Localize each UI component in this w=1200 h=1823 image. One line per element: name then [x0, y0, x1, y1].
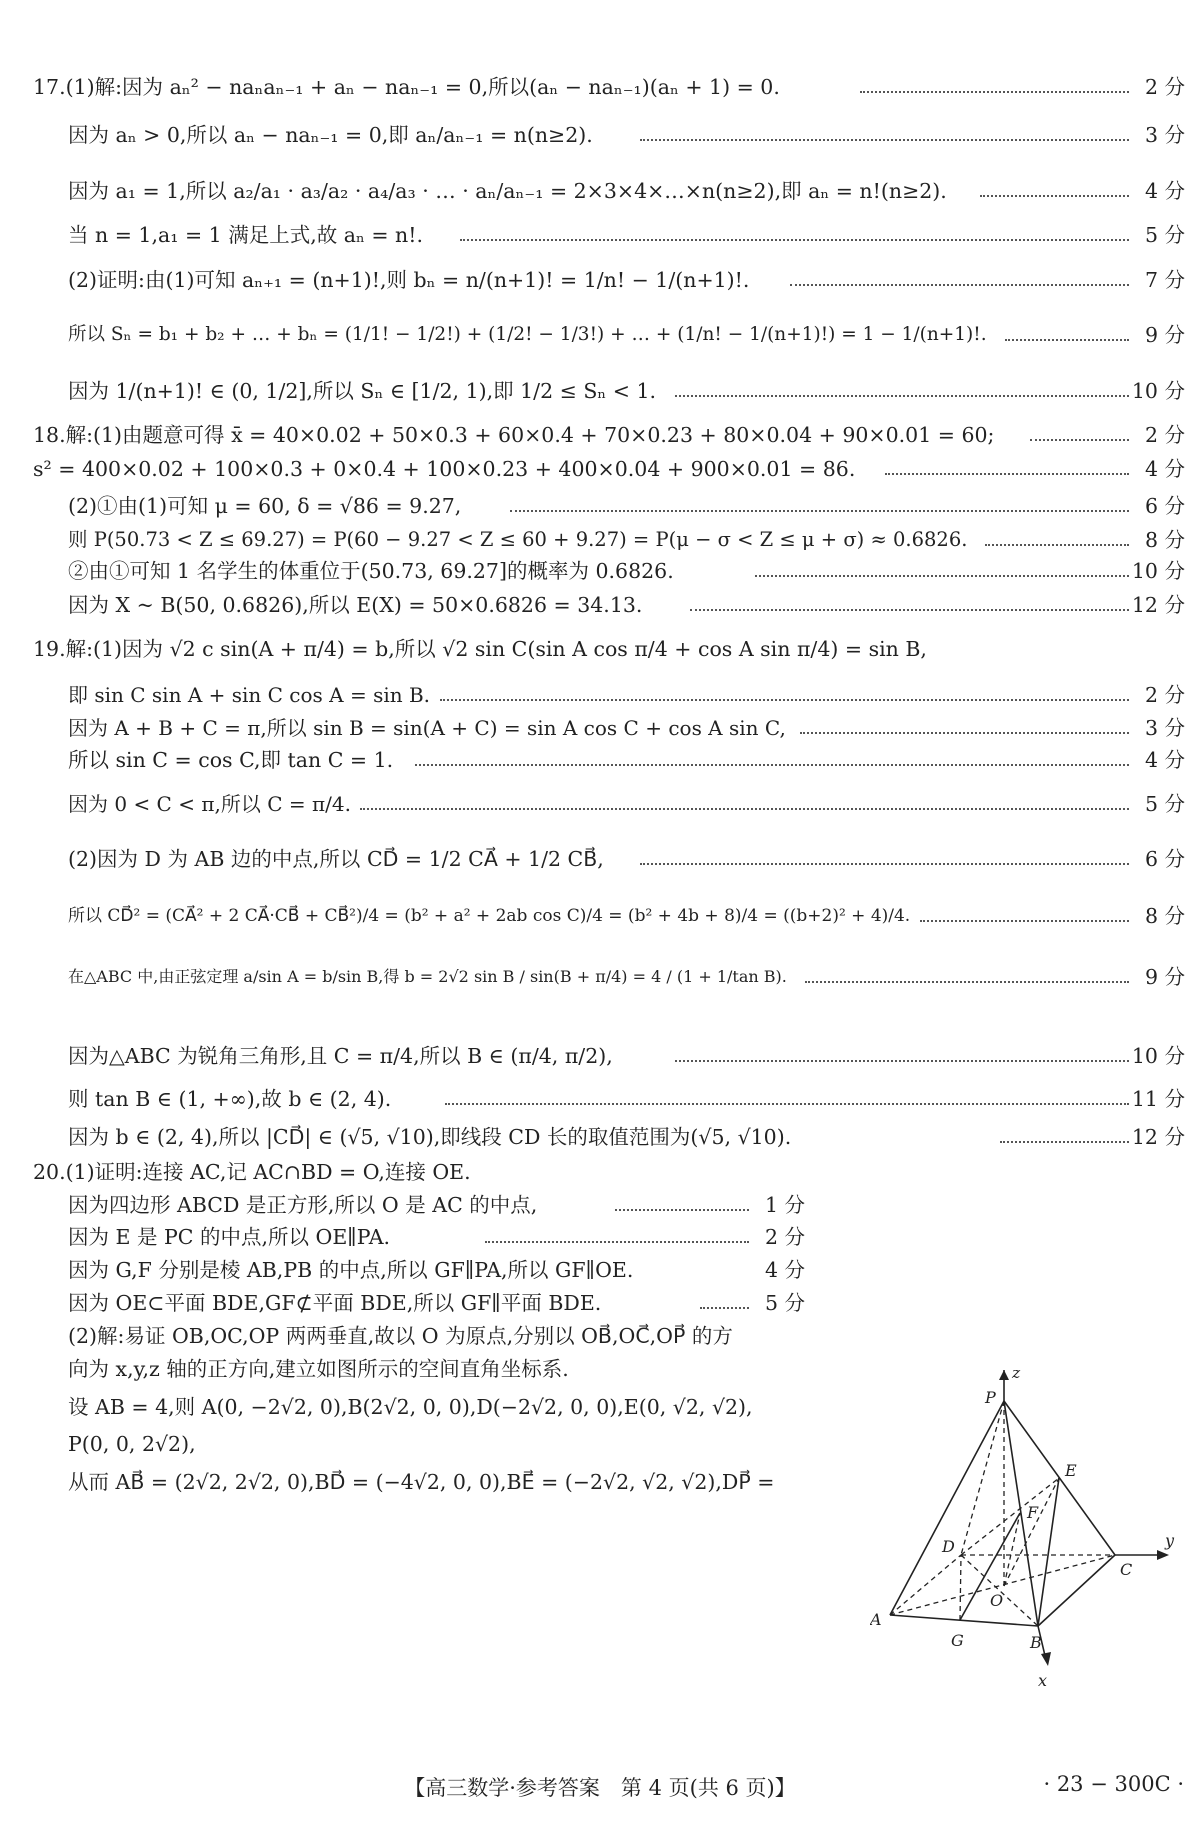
dot-leader: [440, 699, 1129, 701]
score-mark: 10 分: [1131, 1044, 1185, 1068]
dot-leader: [675, 1060, 1129, 1062]
answer-line: 则 tan B ∈ (1, +∞),故 b ∈ (2, 4).: [68, 1087, 392, 1111]
label-F: F: [1027, 1503, 1039, 1522]
dot-leader: [860, 91, 1129, 93]
edge-GD: [960, 1555, 961, 1620]
dot-leader: [675, 395, 1129, 397]
score-mark: 1 分: [764, 1193, 805, 1217]
answer-line: 在△ABC 中,由正弦定理 a/sin A = b/sin B,得 b = 2√2 sin B / sin(B + π/4) = 4 / (1 + 1/tan B).: [68, 967, 787, 986]
score-mark: 4 分: [764, 1258, 805, 1282]
label-x: x: [1038, 1671, 1048, 1690]
dot-leader: [640, 139, 1129, 141]
answer-line: s² = 400×0.02 + 100×0.3 + 0×0.4 + 100×0.23 + 400×0.04 + 900×0.01 = 86.: [33, 457, 856, 481]
answer-line: 19.解:(1)因为 √2 c sin(A + π/4) = b,所以 √2 sin C(sin A cos π/4 + cos A sin π/4) = sin B,: [33, 637, 927, 661]
score-mark: 5 分: [764, 1291, 805, 1315]
label-y: y: [1165, 1531, 1175, 1550]
label-C: C: [1120, 1560, 1133, 1579]
answer-line: (2)解:易证 OB,OC,OP 两两垂直,故以 O 为原点,分别以 OB⃗,OC⃗,OP⃗ 的方: [68, 1324, 733, 1348]
label-G: G: [951, 1631, 964, 1650]
score-mark: 4 分: [1144, 457, 1185, 481]
score-mark: 10 分: [1131, 379, 1185, 403]
score-mark: 12 分: [1131, 1125, 1185, 1149]
edge-OF: [1004, 1513, 1020, 1586]
edge-DE: [961, 1478, 1059, 1555]
answer-line: ②由①可知 1 名学生的体重位于(50.73, 69.27]的概率为 0.6826.: [68, 559, 674, 583]
score-mark: 3 分: [1144, 123, 1185, 147]
score-mark: 4 分: [1144, 179, 1185, 203]
dot-leader: [985, 544, 1129, 546]
answer-line: 当 n = 1,a₁ = 1 满足上式,故 aₙ = n!.: [68, 223, 423, 247]
edge-PA: [890, 1401, 1004, 1615]
answer-line: 因为 A + B + C = π,所以 sin B = sin(A + C) = sin A cos C + cos A sin C,: [68, 716, 786, 740]
answer-line: 因为 0 < C < π,所以 C = π/4.: [68, 792, 351, 816]
z-arrow-icon: [999, 1370, 1009, 1380]
dot-leader: [885, 473, 1129, 475]
pyramid-figure: [870, 1370, 1190, 1700]
label-O: O: [990, 1591, 1004, 1610]
answer-line: 因为 b ∈ (2, 4),所以 |CD⃗| ∈ (√5, √10),即线段 CD 长的取值范围为(√5, √10).: [68, 1125, 792, 1149]
dot-leader: [510, 510, 1129, 512]
dot-leader: [415, 764, 1129, 766]
score-mark: 3 分: [1144, 716, 1185, 740]
score-mark: 11 分: [1131, 1087, 1185, 1111]
label-D: D: [942, 1537, 955, 1556]
dot-leader: [700, 1307, 749, 1309]
answer-line: 则 P(50.73 < Z ≤ 69.27) = P(60 − 9.27 < Z ≤ 60 + 9.27) = P(μ − σ < Z ≤ μ + σ) ≈ 0.6826.: [68, 528, 968, 551]
dot-leader: [805, 981, 1129, 983]
dot-leader: [790, 284, 1129, 286]
answer-line: P(0, 0, 2√2),: [68, 1432, 196, 1456]
dot-leader: [360, 808, 1129, 810]
dot-leader: [920, 920, 1129, 922]
answer-line: 因为 X ~ B(50, 0.6826),所以 E(X) = 50×0.6826 = 34.13.: [68, 593, 643, 617]
label-A: A: [870, 1610, 882, 1629]
dot-leader: [1005, 339, 1129, 341]
score-mark: 4 分: [1144, 748, 1185, 772]
answer-line: 所以 sin C = cos C,即 tan C = 1.: [68, 748, 394, 772]
dot-leader: [755, 575, 1129, 577]
dot-leader: [800, 732, 1129, 734]
score-mark: 7 分: [1144, 268, 1185, 292]
answer-line: 向为 x,y,z 轴的正方向,建立如图所示的空间直角坐标系.: [68, 1357, 569, 1381]
score-mark: 2 分: [1144, 423, 1185, 447]
answer-line: 即 sin C sin A + sin C cos A = sin B.: [68, 683, 431, 707]
answer-line: 因为四边形 ABCD 是正方形,所以 O 是 AC 的中点,: [68, 1193, 538, 1217]
score-mark: 8 分: [1144, 528, 1185, 552]
answer-line: 设 AB = 4,则 A(0, −2√2, 0),B(2√2, 0, 0),D(−2√2, 0, 0),E(0, √2, √2),: [68, 1395, 753, 1419]
score-mark: 9 分: [1144, 965, 1185, 989]
answer-line: 因为 aₙ > 0,所以 aₙ − naₙ₋₁ = 0,即 aₙ/aₙ₋₁ = n(n≥2).: [68, 123, 593, 147]
score-mark: 8 分: [1144, 904, 1185, 928]
footer-code: · 23 − 300C ·: [1043, 1772, 1184, 1796]
dot-leader: [1030, 439, 1129, 441]
answer-line: 因为 1/(n+1)! ∈ (0, 1/2],所以 Sₙ ∈ [1/2, 1),即 1/2 ≤ Sₙ < 1.: [68, 379, 657, 403]
dot-leader: [640, 863, 1129, 865]
x-arrow-icon: [1041, 1652, 1051, 1666]
y-arrow-icon: [1157, 1550, 1169, 1560]
score-mark: 6 分: [1144, 847, 1185, 871]
answer-line: 因为 E 是 PC 的中点,所以 OE∥PA.: [68, 1225, 391, 1249]
dot-leader: [980, 195, 1129, 197]
edge-BE: [1038, 1478, 1059, 1626]
answer-line: 20.(1)证明:连接 AC,记 AC∩BD = O,连接 OE.: [33, 1160, 471, 1184]
score-mark: 6 分: [1144, 494, 1185, 518]
answer-line: 因为 G,F 分别是棱 AB,PB 的中点,所以 GF∥PA,所以 GF∥OE.: [68, 1258, 634, 1282]
answer-line: 所以 CD⃗² = (CA⃗² + 2 CA⃗·CB⃗ + CB⃗²)/4 = (b² + a² + 2ab cos C)/4 = (b² + 4b + 8)/4 = ((b+2)² + 4)/4.: [68, 906, 911, 926]
answer-line: 所以 Sₙ = b₁ + b₂ + … + bₙ = (1/1! − 1/2!) + (1/2! − 1/3!) + … + (1/n! − 1/(n+1)!) = 1 − 1/(n+1)!.: [68, 324, 987, 345]
answer-line: 17.(1)解:因为 aₙ² − naₙaₙ₋₁ + aₙ − naₙ₋₁ = 0,所以(aₙ − naₙ₋₁)(aₙ + 1) = 0.: [33, 75, 780, 99]
edge-PC: [1004, 1401, 1115, 1555]
dot-leader: [690, 609, 1129, 611]
label-E: E: [1065, 1461, 1077, 1480]
dot-leader: [460, 239, 1129, 241]
answer-line: (2)因为 D 为 AB 边的中点,所以 CD⃗ = 1/2 CA⃗ + 1/2 CB⃗,: [68, 847, 604, 871]
label-P: P: [985, 1388, 996, 1407]
dot-leader: [485, 1241, 749, 1243]
answer-line: 从而 AB⃗ = (2√2, 2√2, 0),BD⃗ = (−4√2, 0, 0),BE⃗ = (−2√2, √2, √2),DP⃗ =: [68, 1470, 775, 1494]
edge-AB: [890, 1615, 1038, 1626]
score-mark: 2 分: [1144, 75, 1185, 99]
dot-leader: [445, 1103, 1129, 1105]
answer-line: 18.解:(1)由题意可得 x̄ = 40×0.02 + 50×0.3 + 60×0.4 + 70×0.23 + 80×0.04 + 90×0.01 = 60;: [33, 423, 995, 447]
answer-line: 因为 a₁ = 1,所以 a₂/a₁ · a₃/a₂ · a₄/a₃ · … · aₙ/aₙ₋₁ = 2×3×4×…×n(n≥2),即 aₙ = n!(n≥2).: [68, 179, 947, 203]
label-z: z: [1012, 1370, 1021, 1382]
footer-title: 【高三数学·参考答案 第 4 页(共 6 页)】: [404, 1776, 796, 1800]
edge-PD: [961, 1401, 1004, 1555]
score-mark: 12 分: [1131, 593, 1185, 617]
score-mark: 5 分: [1144, 792, 1185, 816]
score-mark: 10 分: [1131, 559, 1185, 583]
answer-line: (2)证明:由(1)可知 aₙ₊₁ = (n+1)!,则 bₙ = n/(n+1)! = 1/n! − 1/(n+1)!.: [68, 268, 750, 292]
answer-line: 因为△ABC 为锐角三角形,且 C = π/4,所以 B ∈ (π/4, π/2),: [68, 1044, 613, 1068]
dot-leader: [615, 1209, 749, 1211]
dot-leader: [1000, 1141, 1129, 1143]
score-mark: 2 分: [764, 1225, 805, 1249]
score-mark: 2 分: [1144, 683, 1185, 707]
score-mark: 5 分: [1144, 223, 1185, 247]
score-mark: 9 分: [1144, 323, 1185, 347]
label-B: B: [1030, 1633, 1042, 1652]
answer-line: (2)①由(1)可知 μ = 60, δ = √86 = 9.27,: [68, 494, 462, 518]
answer-line: 因为 OE⊂平面 BDE,GF⊄平面 BDE,所以 GF∥平面 BDE.: [68, 1291, 602, 1315]
